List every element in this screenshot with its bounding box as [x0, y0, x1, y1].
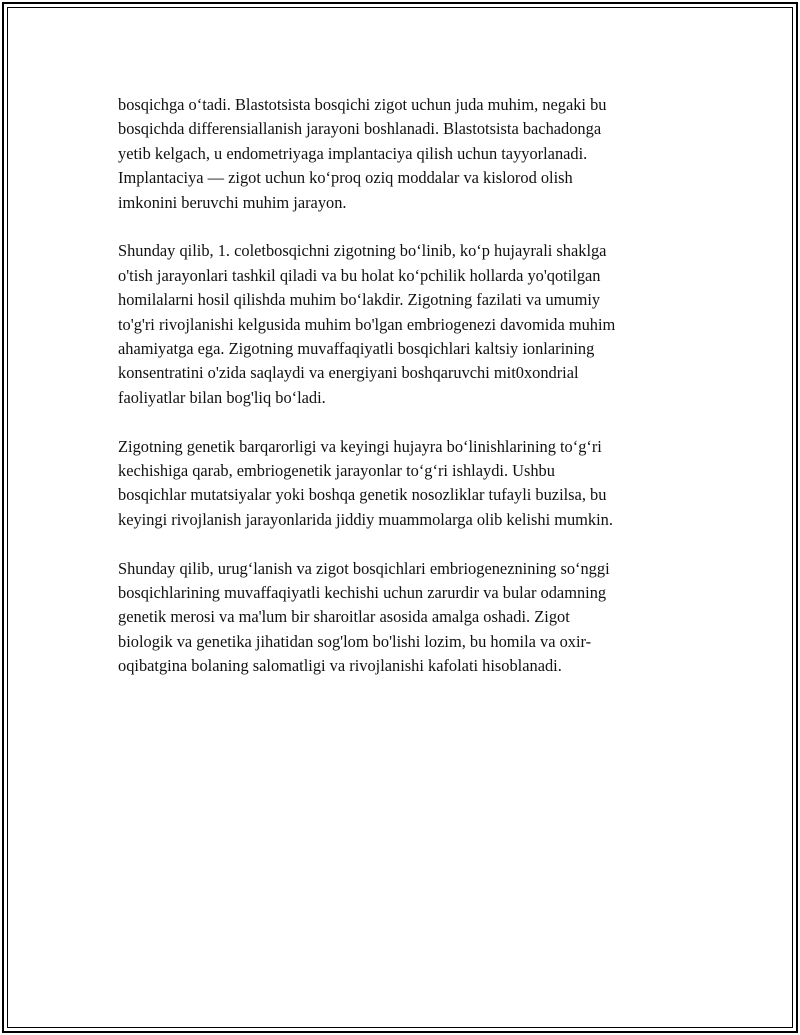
text-line: homilalarni hosil qilishda muhim bo‘lakdir. Zigotning fazilati va umumiy — [118, 290, 601, 310]
text-line: faoliyatlar bilan bog'liq bo‘ladi. — [118, 387, 326, 407]
text-line: yetib kelgach, u endometriyaga implantaciya qilish uchun tayyorlanadi. — [118, 143, 588, 163]
text-line: imkonini beruvchi muhim jarayon. — [118, 192, 347, 212]
text-line: o'tish jarayonlari tashkil qiladi va bu holat ko‘pchilik hollarda yo'qotilgan — [118, 265, 601, 285]
text-line: to'g'ri rivojlanishi kelgusida muhim bo'lgan embriogenezi davomida muhim — [118, 314, 616, 334]
paragraph-3 — [118, 435, 684, 533]
text-line: oqibatgina bolaning salomatligi va rivojlanishi kafolati hisoblanadi. — [118, 656, 562, 676]
text-line: Implantaciya — zigot uchun ko‘proq oziq moddalar va kislorod olish — [118, 168, 573, 188]
text-line: Shunday qilib, 1. coletbosqichni zigotning bo‘linib, ko‘p hujayrali shaklga — [118, 241, 607, 261]
paragraph-1 — [118, 93, 684, 215]
text-line: Shunday qilib, urug‘lanish va zigot bosqichlari embriogeneznining so‘nggi — [118, 558, 610, 578]
text-line: bosqichda differensiallanish jarayoni boshlanadi. Blastotsista bachadonga — [118, 119, 602, 139]
text-line: bosqichga o‘tadi. Blastotsista bosqichi zigot uchun juda muhim, negaki bu — [118, 95, 607, 114]
text-line: Zigotning genetik barqarorligi va keyingi hujayra bo‘linishlarining to‘g‘ri — [118, 436, 602, 456]
text-line: genetik merosi va ma'lum bir sharoitlar asosida amalga oshadi. Zigot — [118, 607, 570, 627]
text-line: keyingi rivojlanish jarayonlarida jiddiy muammolarga olib kelishi mumkin. — [118, 509, 613, 529]
text-line: kechishiga qarab, embriogenetik jarayonlar to‘g‘ri ishlaydi. Ushbu — [118, 461, 555, 481]
document-body — [118, 93, 684, 703]
text-line: bosqichlar mutatsiyalar yoki boshqa genetik nosozliklar tufayli buzilsa, bu — [118, 485, 607, 505]
paragraph-4 — [118, 557, 684, 679]
text-line: bosqichlarining muvaffaqiyatli kechishi uchun zarurdir va bular odamning — [118, 583, 607, 603]
paragraph-2 — [118, 239, 684, 410]
text-line: konsentratini o'zida saqlaydi va energiyani boshqaruvchi mit0xondrial — [118, 363, 579, 383]
text-line: biologik va genetika jihatidan sog'lom bo'lishi lozim, bu homila va oxir- — [118, 631, 592, 651]
text-line: ahamiyatga ega. Zigotning muvaffaqiyatli bosqichlari kaltsiy ionlarining — [118, 339, 595, 359]
